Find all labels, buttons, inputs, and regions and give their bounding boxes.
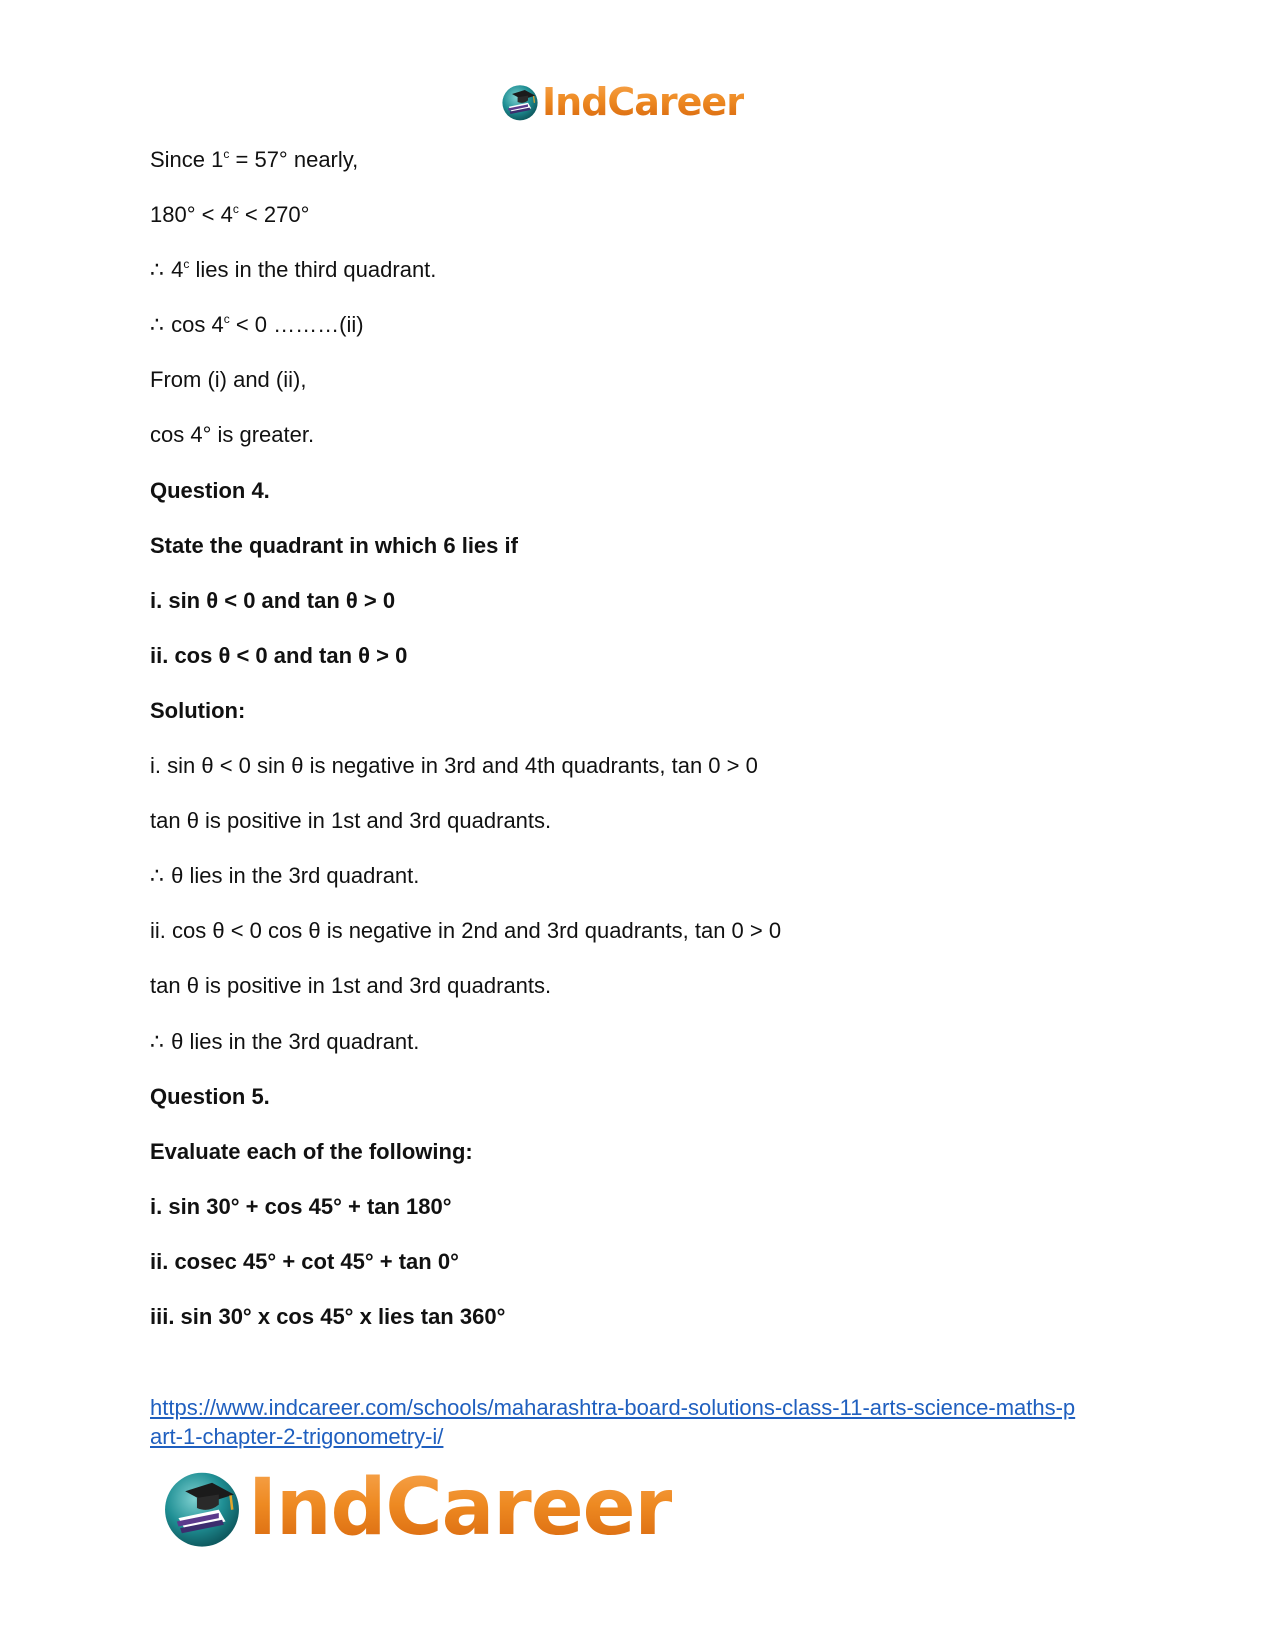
document-body: [150, 147, 1130, 1359]
footer-logo: [160, 1460, 672, 1556]
question-part: ii. cosec 45° + cot 45° + tan 0°: [150, 1248, 459, 1274]
text-line: ∴ 4$^c$ lies in the third quadrant.: [150, 257, 437, 283]
therefore-symbol: ∴: [150, 312, 165, 338]
question-part: iii. sin 30° x cos 45° x lies tan 360°: [150, 1303, 506, 1329]
text-line: ∴ $\cos 4^c < 0$ ………(ii): [150, 312, 364, 338]
text-line: ii. cos θ < 0 cos θ is negative in 2nd and 3rd quadrants, tan 0 > 0: [150, 918, 782, 944]
graduation-cap-book-globe-icon: [500, 82, 540, 122]
source-link-block: [150, 1393, 1150, 1451]
therefore-symbol: ∴: [150, 863, 165, 889]
text-line: Since $1^c = 57^\circ$ nearly,: [150, 147, 359, 172]
text-line: From (i) and (ii),: [150, 367, 307, 393]
question-part: i. sin 30° + cos 45° + tan 180°: [150, 1193, 452, 1219]
text-line: i. sin θ < 0 sin θ is negative in 3rd and 4th quadrants, tan 0 > 0: [150, 753, 758, 779]
text-line: cos 4° is greater.: [150, 422, 315, 448]
therefore-symbol: ∴: [150, 257, 165, 283]
question-text: State the quadrant in which 6 lies if: [150, 532, 518, 558]
text-line: tan θ is positive in 1st and 3rd quadrants.: [150, 973, 552, 999]
text-line: ∴ θ lies in the 3rd quadrant.: [150, 1028, 420, 1054]
text-line: $180^\circ < 4^c < 270^\circ$: [150, 202, 310, 228]
therefore-symbol: ∴: [150, 1028, 165, 1054]
question-heading: Question 5.: [150, 1083, 270, 1109]
question-text: Evaluate each of the following:: [150, 1138, 473, 1164]
question-part: ii. cos θ < 0 and tan θ > 0: [150, 642, 408, 668]
text-line: ∴ θ lies in the 3rd quadrant.: [150, 863, 420, 889]
question-heading: Question 4.: [150, 477, 270, 503]
text-line: tan θ is positive in 1st and 3rd quadrants.: [150, 808, 552, 834]
logo-text: IndCareer: [542, 80, 744, 124]
source-link-line: https://www.indcareer.com/schools/maharashtra-board-solutions-class-11-arts-science-maths-p: [150, 1395, 1076, 1420]
header-logo: [500, 78, 744, 126]
solution-heading: Solution:: [150, 697, 246, 723]
graduation-cap-book-globe-icon: [160, 1466, 244, 1550]
source-link[interactable]: [150, 1393, 1150, 1451]
question-part: i. sin θ < 0 and tan θ > 0: [150, 587, 396, 613]
logo-text: IndCareer: [248, 1463, 672, 1553]
source-link-line: art-1-chapter-2-trigonometry-i/: [150, 1424, 444, 1449]
